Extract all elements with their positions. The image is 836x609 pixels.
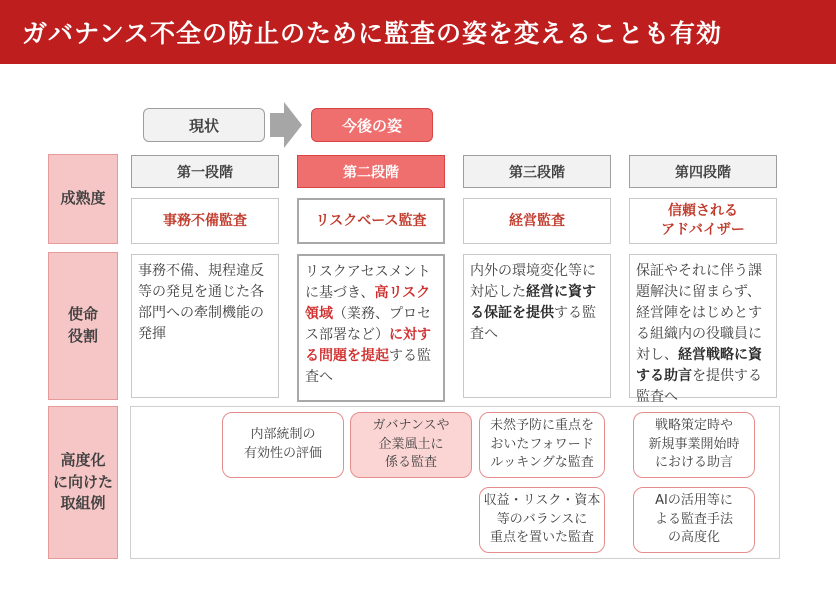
stage-2-name bbox=[297, 198, 445, 244]
row-header-mission-line1: 使命 bbox=[67, 305, 98, 324]
mission-4-text-1: 保証やそれに伴う課題解決に留まらず、経営陣をはじめとする組織内の役職員に対し、 bbox=[636, 263, 762, 363]
mission-2-text-3: する監査へ bbox=[305, 348, 431, 385]
stage-4-name bbox=[629, 198, 777, 244]
stage-4-label: 第四段階 bbox=[629, 155, 777, 188]
title-bar bbox=[0, 0, 836, 64]
effort-5-line3: 重点を置いた監査 bbox=[489, 530, 594, 546]
effort-3-line1: 未然予防に重点を bbox=[489, 417, 594, 433]
stage-3-name bbox=[463, 198, 611, 244]
mission-4-bold: 経営戦略に資する助言 bbox=[636, 347, 762, 384]
mission-2-text-2: （業務、プロセス部署など） bbox=[305, 306, 431, 343]
row-header-maturity-label: 成熟度 bbox=[60, 189, 106, 208]
stage-1-name bbox=[131, 198, 279, 244]
mission-stage-3 bbox=[463, 254, 611, 398]
effort-2-line2: 企業風土に bbox=[378, 436, 444, 452]
row-header-efforts bbox=[48, 406, 118, 559]
row-header-efforts-line1: 高度化 bbox=[60, 450, 106, 469]
status-current: 現状 bbox=[143, 108, 265, 142]
mission-stage-1 bbox=[131, 254, 279, 398]
mission-stage-2 bbox=[297, 254, 445, 402]
mission-2-text-1: リスクアセスメントに基づき、 bbox=[305, 264, 431, 301]
effort-6-line3: の高度化 bbox=[667, 530, 720, 546]
effort-3-line2: おいたフォワード bbox=[490, 436, 594, 452]
stage-1-label: 第一段階 bbox=[131, 155, 279, 188]
page-title: ガバナンス不全の防止のために監査の姿を変えることも有効 bbox=[22, 19, 723, 48]
mission-3-bold: 経営に資する保証を提供 bbox=[470, 284, 596, 321]
stage-1-name-text: 事務不備監査 bbox=[163, 212, 247, 229]
status-future: 今後の姿 bbox=[311, 108, 433, 142]
arrow-right-icon bbox=[270, 100, 304, 150]
effort-internal-control bbox=[222, 412, 344, 478]
mission-stage-4 bbox=[629, 254, 777, 405]
mission-2-highlight-1: 高リスク領域 bbox=[305, 285, 431, 322]
row-header-efforts-line3: 取組例 bbox=[60, 494, 106, 513]
effort-balance bbox=[479, 487, 605, 553]
row-header-maturity bbox=[48, 154, 118, 244]
stage-4-name-line2: アドバイザー bbox=[661, 222, 745, 238]
effort-1-line2: 有効性の評価 bbox=[243, 446, 322, 461]
mission-2-highlight-2: に対する問題を提起 bbox=[305, 327, 431, 364]
effort-ai bbox=[633, 487, 755, 553]
effort-1-line1: 内部統制の bbox=[250, 427, 316, 443]
effort-6-line1: AIの活用等に bbox=[655, 492, 733, 508]
effort-4-line3: における助言 bbox=[654, 455, 733, 471]
stage-2-label: 第二段階 bbox=[297, 155, 445, 188]
effort-2-line1: ガバナンスや bbox=[372, 417, 450, 433]
mission-3-text-2: する監査へ bbox=[470, 305, 596, 342]
effort-5-line2: 等のバランスに bbox=[496, 511, 588, 527]
effort-5-line1: 収益・リスク・資本 bbox=[483, 492, 601, 508]
effort-governance bbox=[350, 412, 472, 478]
row-header-mission-line2: 役割 bbox=[67, 327, 98, 345]
row-header-mission bbox=[48, 252, 118, 400]
stage-3-name-text: 経営監査 bbox=[509, 212, 565, 229]
stage-4-name-line1: 信頼される bbox=[668, 203, 738, 220]
effort-4-line1: 戦略策定時や bbox=[654, 417, 733, 433]
effort-forward-looking bbox=[479, 412, 605, 478]
mission-3-text-1: 内外の環境変化等に対応した bbox=[470, 263, 596, 300]
effort-4-line2: 新規事業開始時 bbox=[648, 436, 740, 452]
row-header-efforts-line2: に向けた bbox=[52, 472, 113, 491]
effort-2-line3: 係る監査 bbox=[384, 455, 437, 471]
effort-6-line2: よる監査手法 bbox=[654, 511, 733, 527]
effort-strategy-advice bbox=[633, 412, 755, 478]
mission-1-text: 事務不備、規程違反等の発見を通じた各部門への牽制機能の発揮 bbox=[138, 263, 264, 342]
effort-3-line3: ルッキングな監査 bbox=[490, 455, 594, 471]
mission-4-text-2: を提供する監査へ bbox=[636, 368, 762, 405]
stage-2-name-text: リスクベース監査 bbox=[315, 212, 427, 229]
stage-3-label: 第三段階 bbox=[463, 155, 611, 188]
